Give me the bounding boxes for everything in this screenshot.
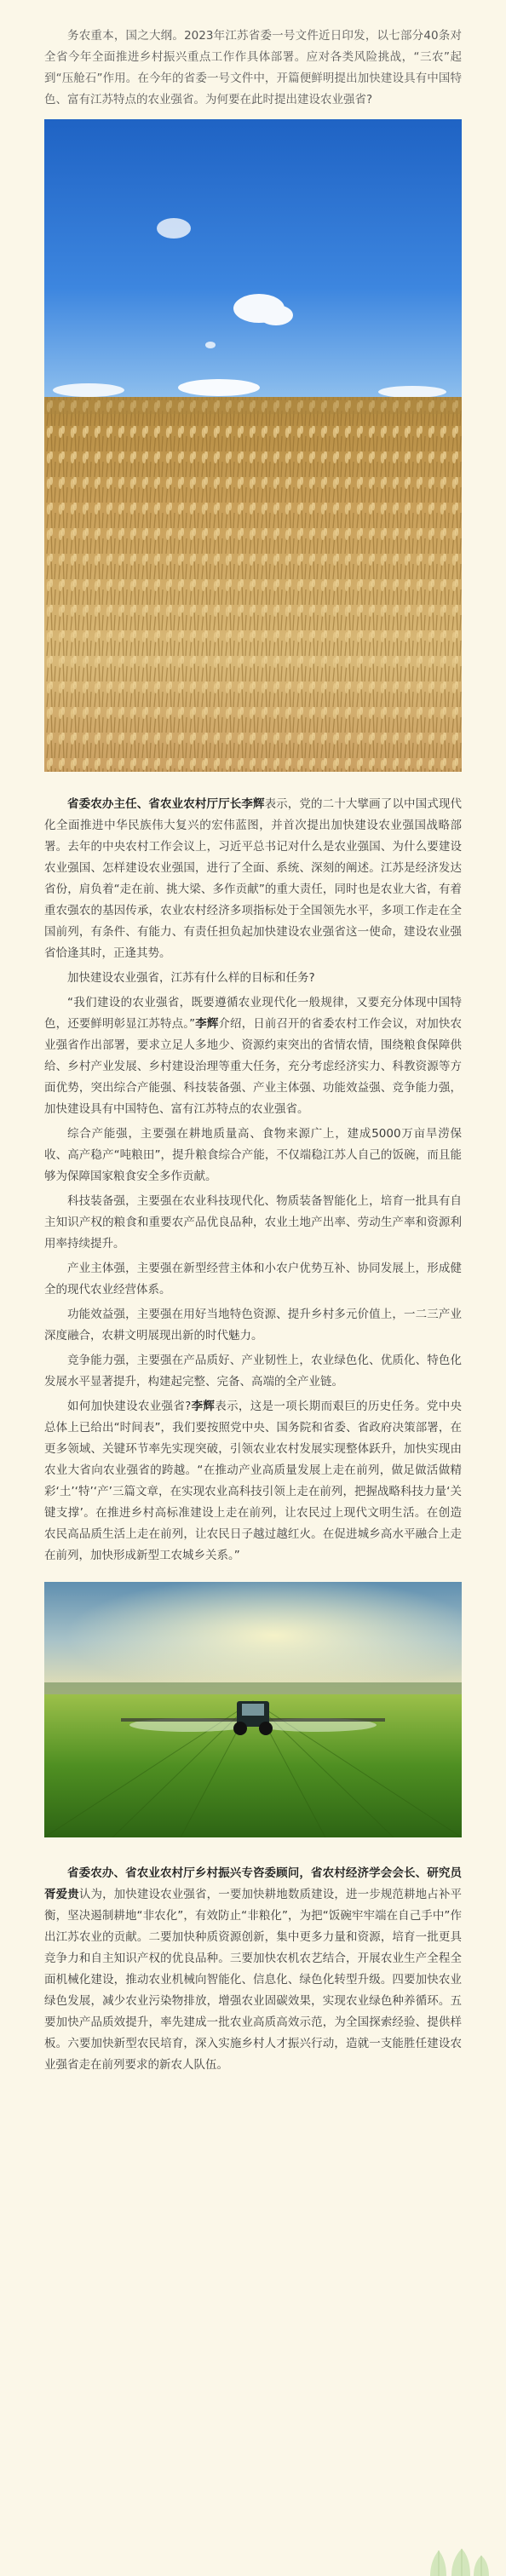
- how-to-paragraph: 如何加快建设农业强省?李辉表示，这是一项长期而艰巨的历史任务。党中央总体上已给出“时间表”，我们要按照党中央、国务院和省委、省政府决策部署，在更多领域、关键环节率先实现突破，引领农业农村发展实现整体跃升，加快实现由农业大省向农业强省的跨越。“在推动产业高质量发展上走在前列，做足做活做精彩‘土’‘特’‘产’三篇文章，在实现农业高科技引领上走在前列，把握战略科技力量‘关键支撑’。在推进乡村高标准建设上走在前列，让农民过上现代文明生活。在创造农民高品质生活上走在前列，让农民日子越过越红火。在促进城乡高水平融合上走在前列，加快形成新型工农城乡关系。”: [44, 1400, 463, 1562]
- question-paragraph: 加快建设农业强省，江苏有什么样的目标和任务?: [67, 971, 315, 985]
- capacity-paragraph: 综合产能强，主要强在耕地质量高、食物来源广上，建成5000万亩旱涝保收、高产稳产“吨粮田”，提升粮食综合产能，不仅端稳江苏人自己的饭碗，而且能够为保障国家粮食安全多作贡献。: [44, 1127, 462, 1183]
- expert-name: 省委农办、省农业农村厅乡村振兴专咨委顾问，省农村经济学会会长、研究员胥爱贵: [44, 1866, 462, 1901]
- speaker-name-inline: 李辉: [191, 1400, 216, 1413]
- function-paragraph: 功能效益强，主要强在用好当地特色资源、提升乡村多元价值上，一二三产业深度融合，农耕文明展现出新的时代魅力。: [44, 1308, 462, 1343]
- quote-paragraph: “我们建设的农业强省，既要遵循农业现代化一般规律，又要充分体现中国特色，还要鲜明彰显江苏特点。”李辉介绍，日前召开的省委农村工作会议，对加快农业强省作出部署，要求立足人多地少、资源约束突出的省情农情，围绕粮食保障供给、乡村产业发展、乡村建设治理等重大任务，充分考虑经济实力、科教资源等方面优势，突出综合产能强、科技装备强、产业主体强、功能效益强、竞争能力强，加快建设具有中国特色、富有江苏特点的农业强省。: [44, 996, 463, 1116]
- expert-paragraph-xu-aigui: 省委农办、省农业农村厅乡村振兴专咨委顾问，省农村经济学会会长、研究员胥爱贵认为，加快建设农业强省，一要加快耕地数质建设，进一步规范耕地占补平衡，坚决遏制耕地“非农化”，有效防止“非粮化”，为把“饭碗牢牢端在自己手中”作出江苏农业的贡献。二要加快种质资源创新，集中更多力量和资源，培育一批更具竞争力和自主知识产权的优良品种。三要加快农机农艺结合，开展农业生产全程全面机械化建设，推动农业机械向智能化、信息化、绿色化转型升级。四要加快农业绿色发展，减少农业污染物排放，增强农业固碳效果，实现农业绿色种养循环。五要加快产品质效提升，率先建成一批农业高质高效示范，为全国探索经验、提供样板。六要加快新型农民培育，深入实施乡村人才振兴行动，造就一支能胜任建设农业强省走在前列要求的新农人队伍。: [44, 1866, 462, 2072]
- speaker-name-inline: 李辉: [195, 1017, 219, 1031]
- tractor-field-photo: [44, 1582, 462, 1837]
- technology-paragraph: 科技装备强，主要强在农业科技现代化、物质装备智能化上，培育一批具有自主知识产权的粮食和重要农产品优良品种，农业土地产出率、劳动生产率和资源利用率持续提升。: [44, 1194, 462, 1251]
- intro-paragraph: 务农重本，国之大纲。2023年江苏省委一号文件近日印发，以七部分40条对全省今年全面推进乡村振兴重点工作作具体部署。应对各类风险挑战，“三农”起到“压舱石”作用。在今年的省委一号文件中，开篇便鲜明提出加快建设具有中国特色、富有江苏特点的农业强省。为何要在此时提出建设农业强省?: [44, 29, 462, 106]
- competition-paragraph: 竞争能力强，主要强在产品质好、产业韧性上，农业绿色化、优质化、特色化发展水平显著提升，构建起完整、完备、高端的全产业链。: [44, 1354, 462, 1389]
- industry-paragraph: 产业主体强，主要强在新型经营主体和小农户优势互补、协同发展上，形成健全的现代农业经营体系。: [44, 1262, 462, 1297]
- wheat-field-photo: [44, 119, 462, 772]
- footer-decoration: [0, 2539, 506, 2576]
- speaker-name: 省委农办主任、省农业农村厅厅长李辉: [67, 797, 265, 811]
- speaker-paragraph-li-hui: 省委农办主任、省农业农村厅厅长李辉表示，党的二十大擘画了以中国式现代化全面推进中华民族伟大复兴的宏伟蓝图，并首次提出加快建设农业强国战略部署。去年的中央农村工作会议上，习近平总书记对什么是农业强国、为什么要建设农业强国、怎样建设农业强国，进行了全面、系统、深刻的阐述。江苏是经济发达省份，肩负着“走在前、挑大梁、多作贡献”的重大责任，同时也是农业大省，有着重农强农的基因传承，农业农村经济多项指标处于全国领先水平，多项工作走在全国前列，有条件、有能力、有责任担负起加快建设农业强省这一使命，建设农业强省恰逢其时，正逢其势。: [44, 797, 463, 960]
